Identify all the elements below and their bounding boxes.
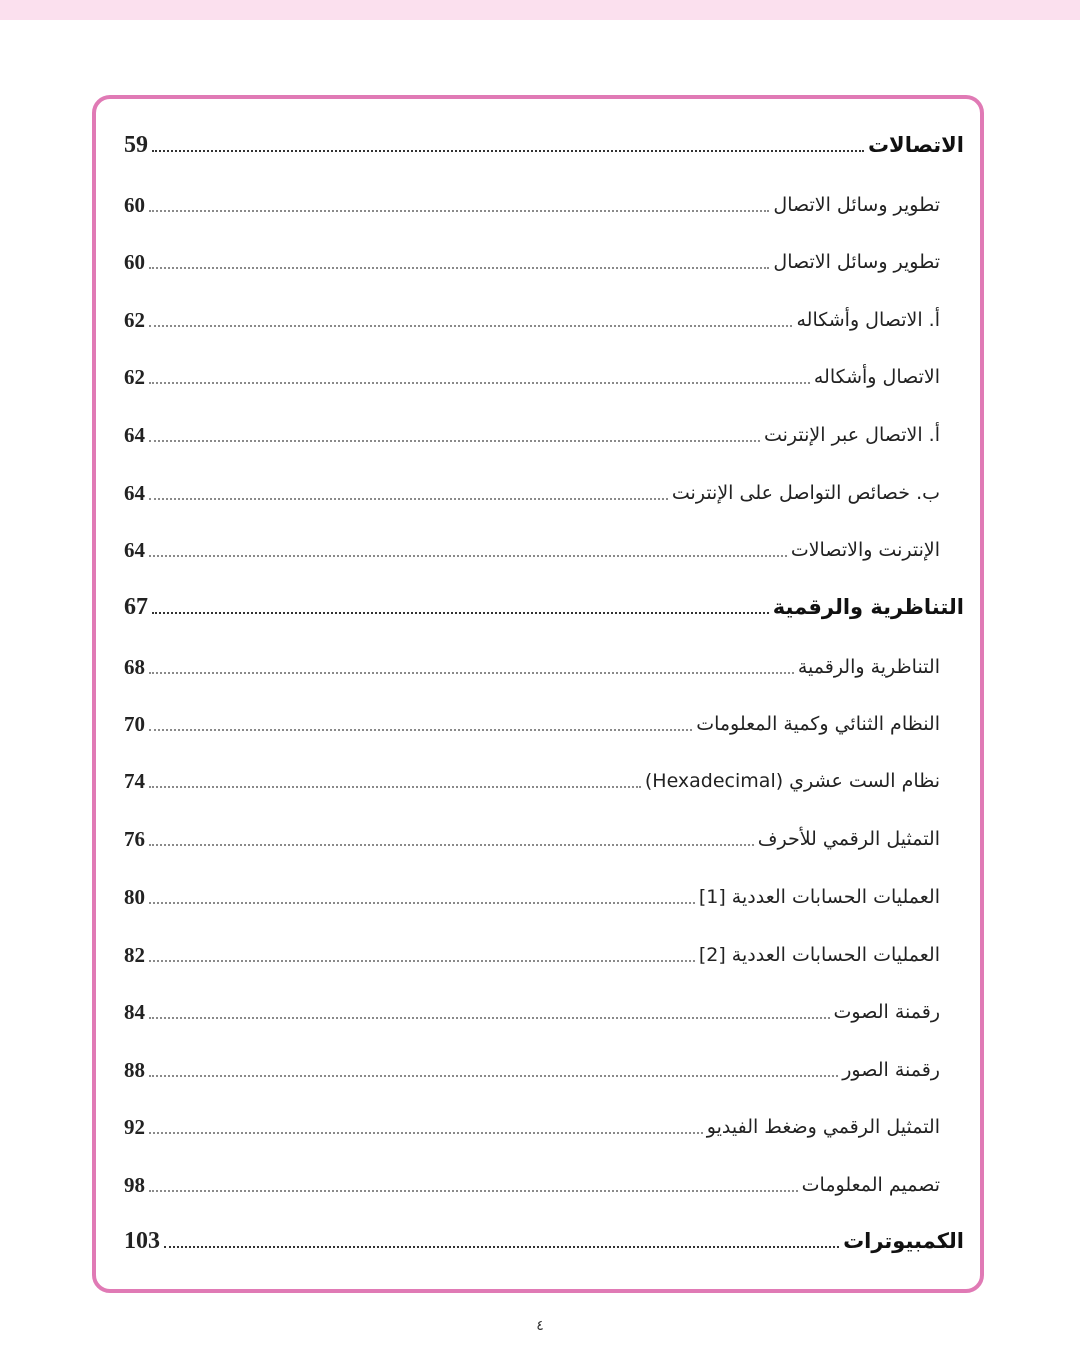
toc-chapter-title: التناظرية والرقمية — [772, 595, 964, 619]
toc-entry-row[interactable] — [124, 696, 940, 736]
dot-leader — [164, 1246, 839, 1248]
toc-entry-title: تطوير وسائل الاتصال — [773, 194, 940, 216]
dot-leader — [149, 325, 792, 327]
toc-entry-title: رقمنة الصور — [842, 1059, 940, 1081]
toc-page-number: 74 — [124, 769, 145, 793]
toc-page-number: 103 — [124, 1228, 160, 1254]
toc-entry-title: نظام الست عشري (Hexadecimal) — [644, 770, 940, 792]
toc-entry-title: الاتصال وأشكاله — [813, 366, 940, 388]
toc-page-number: 64 — [124, 538, 145, 562]
toc-entry-title: أ. الاتصال عبر الإنترنت — [763, 424, 940, 446]
toc-page-number: 60 — [124, 193, 145, 217]
dot-leader — [149, 498, 668, 500]
toc-entry-row[interactable] — [124, 1157, 940, 1197]
toc-entry-title: التناظرية والرقمية — [797, 656, 940, 678]
toc-chapter-row[interactable] — [124, 117, 964, 157]
dot-leader — [149, 1017, 830, 1019]
dot-leader — [149, 1190, 798, 1192]
toc-entry-row[interactable] — [124, 753, 940, 793]
toc-entry-title: الإنترنت والاتصالات — [790, 539, 940, 561]
toc-entry-row[interactable] — [124, 465, 940, 505]
toc-entry-row[interactable] — [124, 869, 940, 909]
toc-chapter-title: الاتصالات — [867, 133, 964, 157]
toc-entry-row[interactable] — [124, 639, 940, 679]
toc-entry-row[interactable] — [124, 811, 940, 851]
toc-entry-row[interactable] — [124, 407, 940, 447]
page-number-footer: ٤ — [536, 1318, 544, 1334]
dot-leader — [149, 555, 787, 557]
dot-leader — [149, 210, 769, 212]
toc-entry-row[interactable] — [124, 1042, 940, 1082]
dot-leader — [149, 672, 794, 674]
dot-leader — [152, 612, 769, 614]
toc-entry-title: العمليات الحسابات العددية [1] — [698, 886, 940, 908]
toc-page-number: 84 — [124, 1000, 145, 1024]
dot-leader — [152, 150, 864, 152]
toc-entry-row[interactable] — [124, 984, 940, 1024]
toc-entry-row[interactable] — [124, 177, 940, 217]
toc-entry-title: تصميم المعلومات — [801, 1174, 940, 1196]
toc-entry-row[interactable] — [124, 927, 940, 967]
dot-leader — [149, 786, 641, 788]
toc-list — [96, 99, 980, 1289]
toc-page-number: 82 — [124, 943, 145, 967]
toc-entry-title: ب. خصائص التواصل على الإنترنت — [671, 482, 940, 504]
toc-page-number: 88 — [124, 1058, 145, 1082]
toc-entry-title: أ. الاتصال وأشكاله — [796, 309, 940, 331]
toc-page-number: 70 — [124, 712, 145, 736]
dot-leader — [149, 902, 695, 904]
toc-page-number: 80 — [124, 885, 145, 909]
dot-leader — [149, 729, 692, 731]
dot-leader — [149, 960, 695, 962]
top-color-band — [0, 0, 1080, 20]
dot-leader — [149, 1075, 838, 1077]
dot-leader — [149, 1132, 703, 1134]
toc-page-number: 92 — [124, 1115, 145, 1139]
toc-page-number: 64 — [124, 481, 145, 505]
toc-chapter-title: الكمبيوترات — [843, 1229, 964, 1253]
toc-entry-title: رقمنة الصوت — [833, 1001, 940, 1023]
toc-page-number: 62 — [124, 365, 145, 389]
dot-leader — [149, 382, 810, 384]
toc-entry-title: النظام الثنائي وكمية المعلومات — [696, 713, 940, 735]
toc-page-number: 60 — [124, 250, 145, 274]
dot-leader — [149, 440, 760, 442]
toc-entry-row[interactable] — [124, 1099, 940, 1139]
toc-page-number: 67 — [124, 594, 148, 620]
toc-page-number: 62 — [124, 308, 145, 332]
toc-entry-row[interactable] — [124, 292, 940, 332]
toc-entry-title: تطوير وسائل الاتصال — [773, 251, 940, 273]
toc-page-number: 76 — [124, 827, 145, 851]
dot-leader — [149, 844, 754, 846]
toc-page-number: 98 — [124, 1173, 145, 1197]
toc-chapter-row[interactable] — [124, 579, 964, 619]
dot-leader — [149, 267, 769, 269]
toc-entry-row[interactable] — [124, 349, 940, 389]
table-of-contents-frame — [92, 95, 984, 1293]
toc-chapter-row[interactable] — [124, 1213, 964, 1253]
toc-page-number: 59 — [124, 132, 148, 158]
toc-entry-row[interactable] — [124, 522, 940, 562]
toc-entry-title: التمثيل الرقمي للأحرف — [757, 828, 940, 850]
toc-page-number: 64 — [124, 423, 145, 447]
toc-entry-title: التمثيل الرقمي وضغط الفيديو — [706, 1116, 940, 1138]
toc-page-number: 68 — [124, 655, 145, 679]
toc-entry-title: العمليات الحسابات العددية [2] — [698, 944, 940, 966]
toc-entry-row[interactable] — [124, 234, 940, 274]
